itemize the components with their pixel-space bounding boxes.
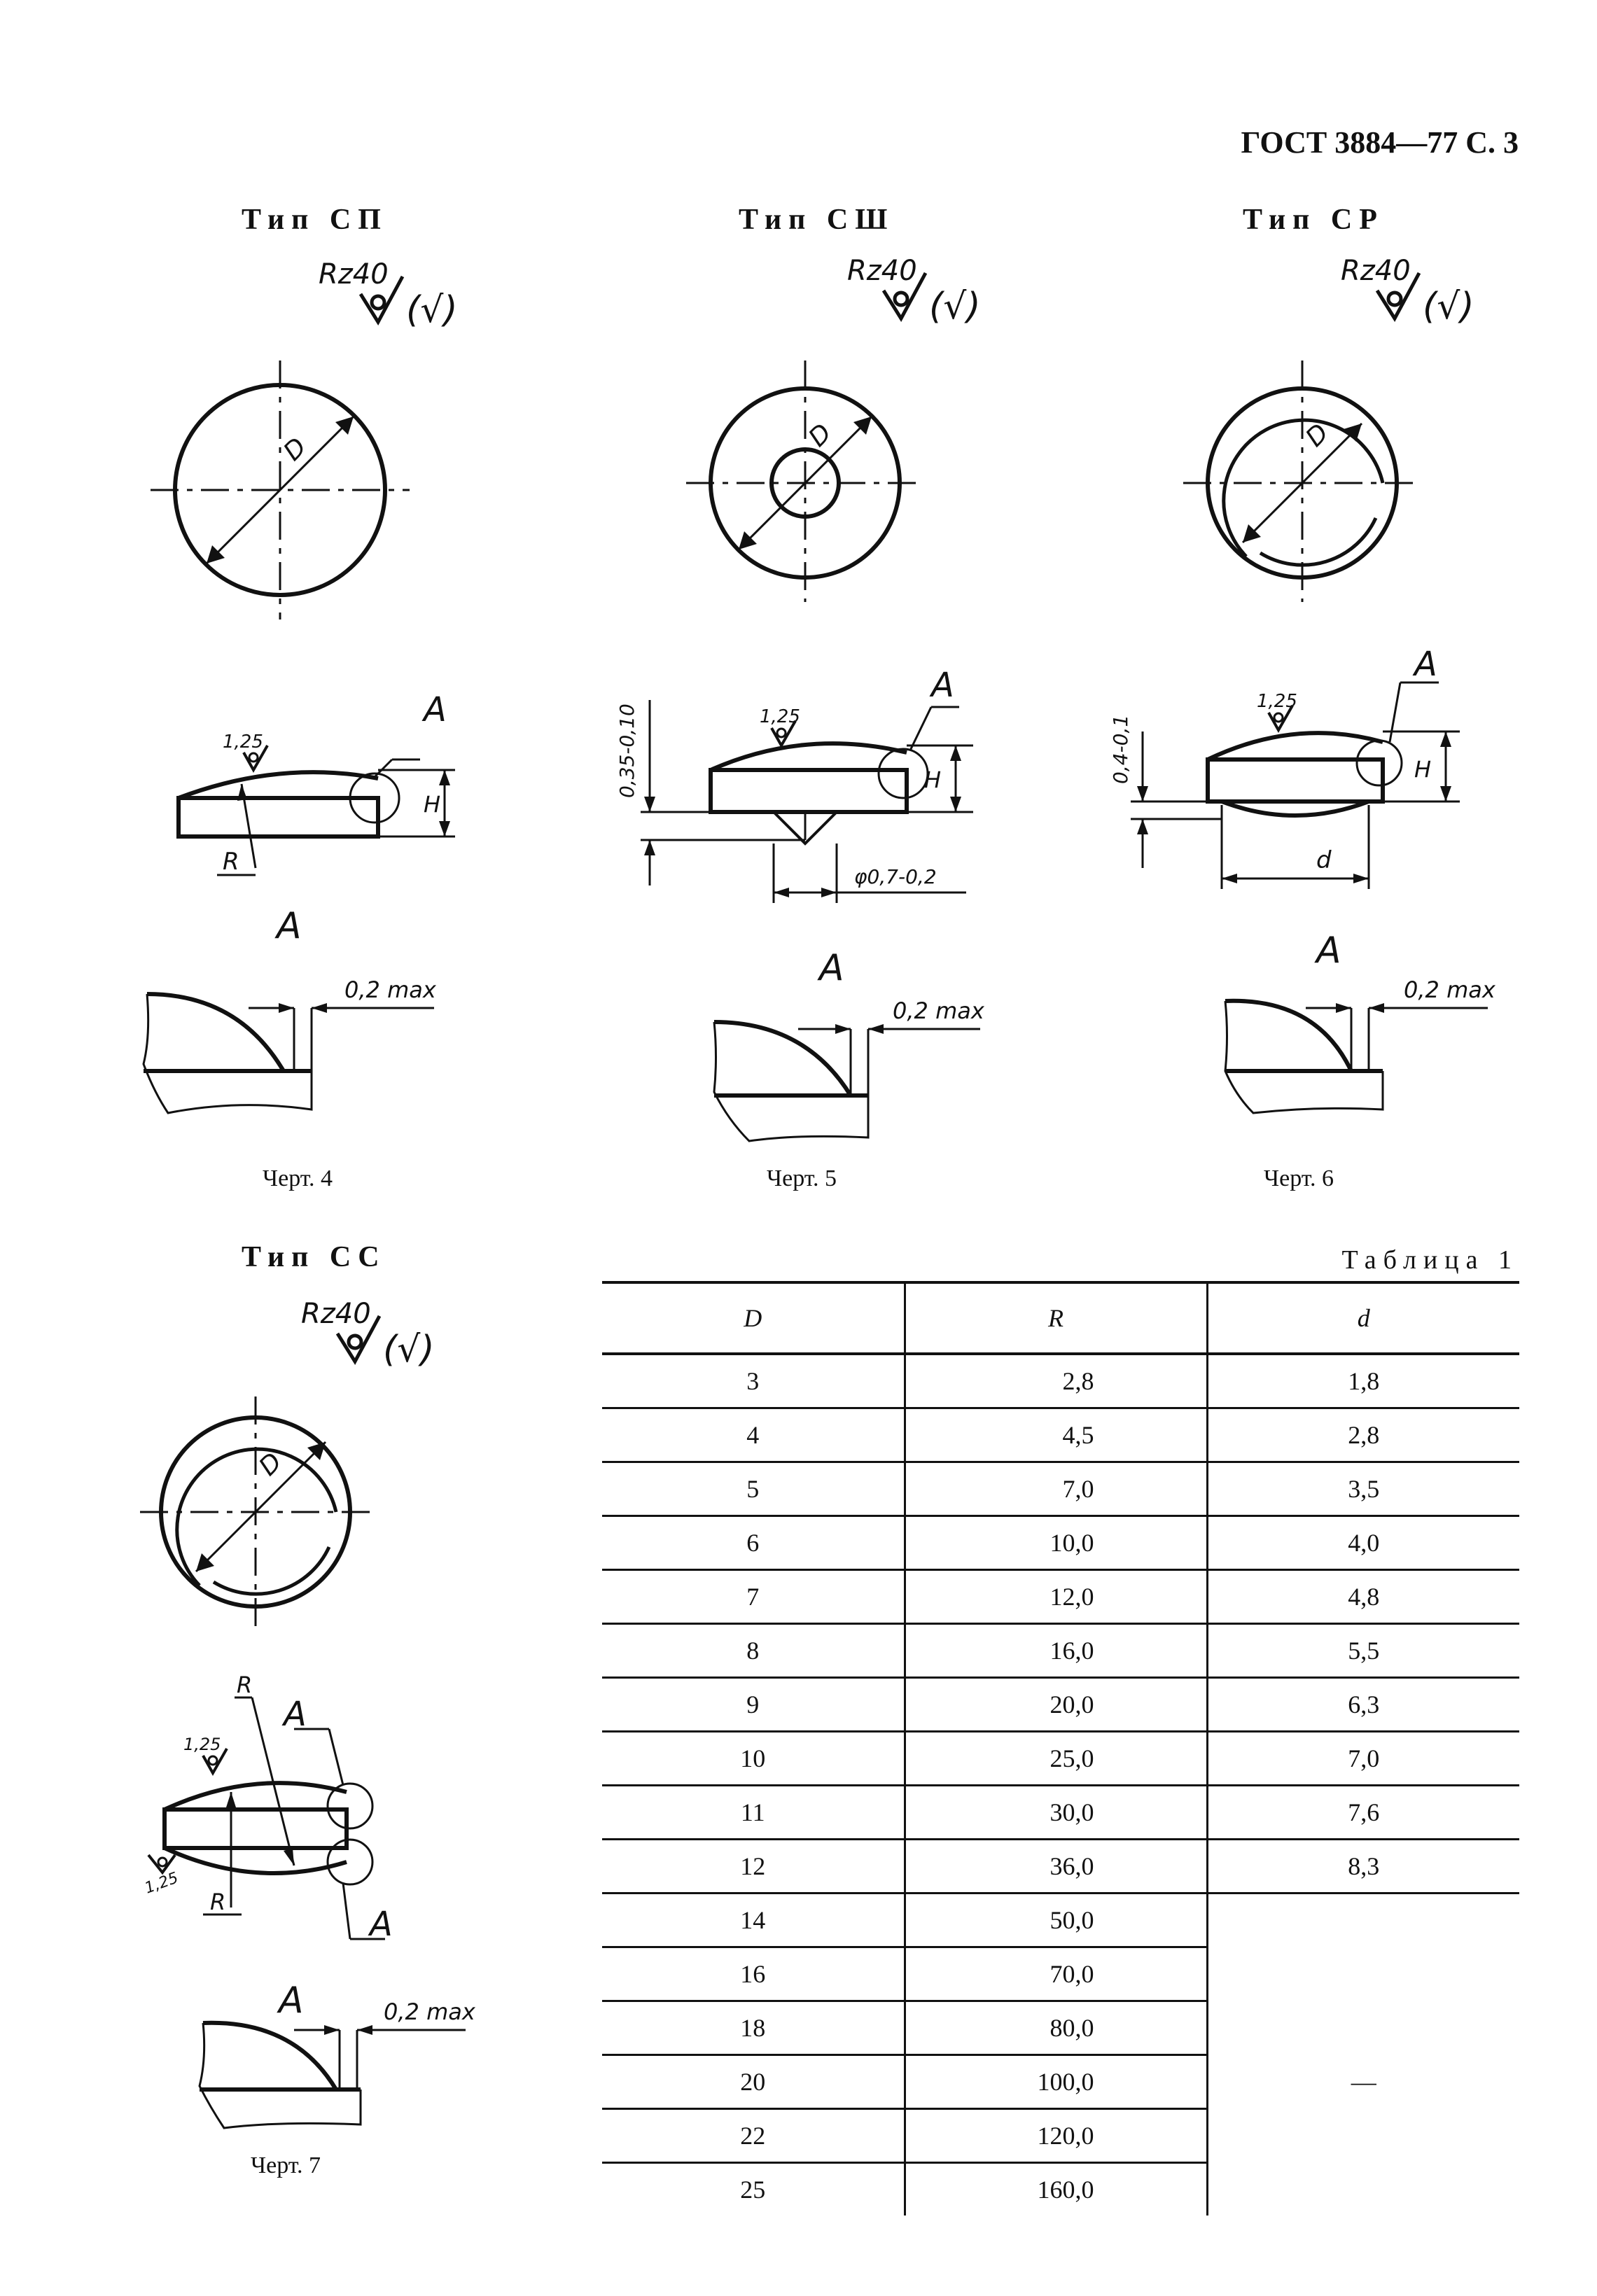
svg-text:0,2 max: 0,2 max bbox=[344, 976, 436, 1003]
svg-text:(√): (√) bbox=[1423, 286, 1474, 328]
svg-text:D: D bbox=[278, 432, 312, 467]
svg-text:(√): (√) bbox=[383, 1329, 435, 1371]
svg-text:Rz40: Rz40 bbox=[319, 258, 389, 290]
table-cell: 7,6 bbox=[1207, 1786, 1519, 1840]
svg-text:D: D bbox=[803, 418, 837, 453]
svg-text:(√): (√) bbox=[406, 289, 458, 331]
caption-fig6: Черт. 6 bbox=[1264, 1166, 1334, 1191]
table-cell bbox=[1207, 1947, 1519, 2001]
table-cell: 3 bbox=[602, 1354, 905, 1408]
table-cell: 12,0 bbox=[905, 1570, 1207, 1624]
table-cell: 6,3 bbox=[1207, 1678, 1519, 1732]
table-cell: 120,0 bbox=[905, 2109, 1207, 2163]
svg-text:D: D bbox=[1300, 418, 1334, 453]
svg-text:0,2 max: 0,2 max bbox=[384, 1998, 475, 2025]
table-cell: 4 bbox=[602, 1408, 905, 1462]
svg-text:A: A bbox=[370, 1905, 393, 1944]
table-cell: 4,5 bbox=[905, 1408, 1207, 1462]
table-row bbox=[602, 1786, 1519, 1840]
table-cell: — bbox=[1351, 2068, 1376, 2096]
table-row bbox=[602, 2001, 1519, 2055]
table-row bbox=[602, 1354, 1519, 1408]
table-row bbox=[602, 2055, 1519, 2109]
table-row bbox=[602, 1947, 1519, 2001]
svg-text:Rz40: Rz40 bbox=[1341, 255, 1411, 287]
type-title-sr: Тип СР bbox=[1243, 204, 1384, 236]
svg-text:A: A bbox=[819, 947, 844, 989]
type-title-sh: Тип СШ bbox=[739, 204, 895, 236]
table-cell: 10,0 bbox=[905, 1516, 1207, 1570]
svg-text:φ0,7-0,2: φ0,7-0,2 bbox=[854, 865, 937, 888]
table-cell: 14 bbox=[602, 1893, 905, 1947]
svg-text:0,2 max: 0,2 max bbox=[1404, 976, 1495, 1003]
table-row bbox=[602, 1732, 1519, 1786]
column-header-r: R bbox=[905, 1282, 1207, 1354]
table-row bbox=[602, 1678, 1519, 1732]
table-cell: 50,0 bbox=[905, 1893, 1207, 1947]
table-cell: 2,8 bbox=[905, 1354, 1207, 1408]
table-cell: 7,0 bbox=[1207, 1732, 1519, 1786]
table-cell: 8,3 bbox=[1207, 1840, 1519, 1893]
svg-text:(√): (√) bbox=[929, 286, 981, 328]
table-cell: 18 bbox=[602, 2001, 905, 2055]
table-cell: 20,0 bbox=[905, 1678, 1207, 1732]
table-cell: 1,8 bbox=[1207, 1354, 1519, 1408]
table-cell: 4,8 bbox=[1207, 1570, 1519, 1624]
svg-text:1,25: 1,25 bbox=[760, 706, 800, 727]
table-cell bbox=[1207, 2001, 1519, 2055]
table-cell: 20 bbox=[602, 2055, 905, 2109]
table-row bbox=[602, 1840, 1519, 1893]
table-cell: 22 bbox=[602, 2109, 905, 2163]
table-row bbox=[602, 1893, 1519, 1947]
svg-text:D: D bbox=[253, 1447, 288, 1482]
table-cell: 6 bbox=[602, 1516, 905, 1570]
svg-text:H: H bbox=[1414, 756, 1432, 783]
dimensions-table bbox=[602, 1281, 1519, 2216]
table-cell: 10 bbox=[602, 1732, 905, 1786]
svg-text:0,2 max: 0,2 max bbox=[893, 997, 984, 1024]
caption-fig4: Черт. 4 bbox=[263, 1166, 333, 1191]
table-cell: 9 bbox=[602, 1678, 905, 1732]
table-title: Таблица 1 bbox=[1341, 1245, 1519, 1275]
svg-text:R: R bbox=[223, 848, 239, 876]
svg-text:0,4-0,1: 0,4-0,1 bbox=[1109, 714, 1132, 784]
svg-text:Rz40: Rz40 bbox=[847, 255, 917, 287]
svg-text:A: A bbox=[277, 905, 302, 947]
table-row bbox=[602, 1462, 1519, 1516]
table-cell bbox=[1207, 2109, 1519, 2163]
table-cell: 7 bbox=[602, 1570, 905, 1624]
table-cell: 4,0 bbox=[1207, 1516, 1519, 1570]
type-title-ss: Тип СС bbox=[242, 1241, 386, 1273]
caption-fig7: Черт. 7 bbox=[251, 2152, 321, 2178]
table-cell: 36,0 bbox=[905, 1840, 1207, 1893]
svg-text:R: R bbox=[210, 1889, 226, 1915]
type-title-sp: Тип СП bbox=[242, 204, 388, 236]
table-cell: 70,0 bbox=[905, 1947, 1207, 2001]
svg-text:d: d bbox=[1316, 846, 1332, 874]
table-cell: 5 bbox=[602, 1462, 905, 1516]
table-cell: 5,5 bbox=[1207, 1624, 1519, 1678]
table-cell: 8 bbox=[602, 1624, 905, 1678]
svg-text:A: A bbox=[279, 1980, 304, 2022]
table-row bbox=[602, 1570, 1519, 1624]
table-cell: 100,0 bbox=[905, 2055, 1207, 2109]
table-row bbox=[602, 1624, 1519, 1678]
table-cell: 25,0 bbox=[905, 1732, 1207, 1786]
svg-text:1,25: 1,25 bbox=[223, 732, 263, 752]
svg-text:R: R bbox=[237, 1672, 253, 1698]
table-cell: 80,0 bbox=[905, 2001, 1207, 2055]
svg-text:A: A bbox=[424, 690, 447, 729]
svg-text:1,25: 1,25 bbox=[183, 1735, 221, 1754]
page-header: ГОСТ 3884—77 С. 3 bbox=[1241, 125, 1519, 160]
table-row bbox=[602, 2109, 1519, 2163]
svg-text:1,25: 1,25 bbox=[142, 1869, 181, 1898]
table-cell: 12 bbox=[602, 1840, 905, 1893]
table-cell: 11 bbox=[602, 1786, 905, 1840]
svg-text:1,25: 1,25 bbox=[1257, 691, 1297, 712]
table-row bbox=[602, 1516, 1519, 1570]
table-row bbox=[602, 1408, 1519, 1462]
table-cell: 7,0 bbox=[905, 1462, 1207, 1516]
roughness-symbol-ss bbox=[301, 1298, 435, 1371]
table-cell: 30,0 bbox=[905, 1786, 1207, 1840]
svg-text:A: A bbox=[1316, 930, 1341, 972]
table-cell bbox=[1207, 1893, 1519, 1947]
caption-fig5: Черт. 5 bbox=[767, 1166, 837, 1191]
svg-text:H: H bbox=[424, 791, 441, 818]
table-cell: 16 bbox=[602, 1947, 905, 2001]
table-cell: 16,0 bbox=[905, 1624, 1207, 1678]
column-header-d-upper: D bbox=[602, 1282, 905, 1354]
table-cell: 25 bbox=[602, 2163, 905, 2216]
table-cell: 160,0 bbox=[905, 2163, 1207, 2216]
svg-text:Rz40: Rz40 bbox=[301, 1298, 371, 1330]
svg-text:A: A bbox=[931, 666, 954, 705]
table-cell bbox=[1207, 2163, 1519, 2216]
table-cell: 2,8 bbox=[1207, 1408, 1519, 1462]
svg-text:0,35-0,10: 0,35-0,10 bbox=[615, 704, 639, 798]
table-cell: 3,5 bbox=[1207, 1462, 1519, 1516]
svg-text:A: A bbox=[284, 1695, 307, 1734]
svg-text:A: A bbox=[1414, 645, 1437, 684]
table-row bbox=[602, 2163, 1519, 2216]
column-header-d-lower: d bbox=[1207, 1282, 1519, 1354]
svg-text:H: H bbox=[924, 766, 942, 793]
